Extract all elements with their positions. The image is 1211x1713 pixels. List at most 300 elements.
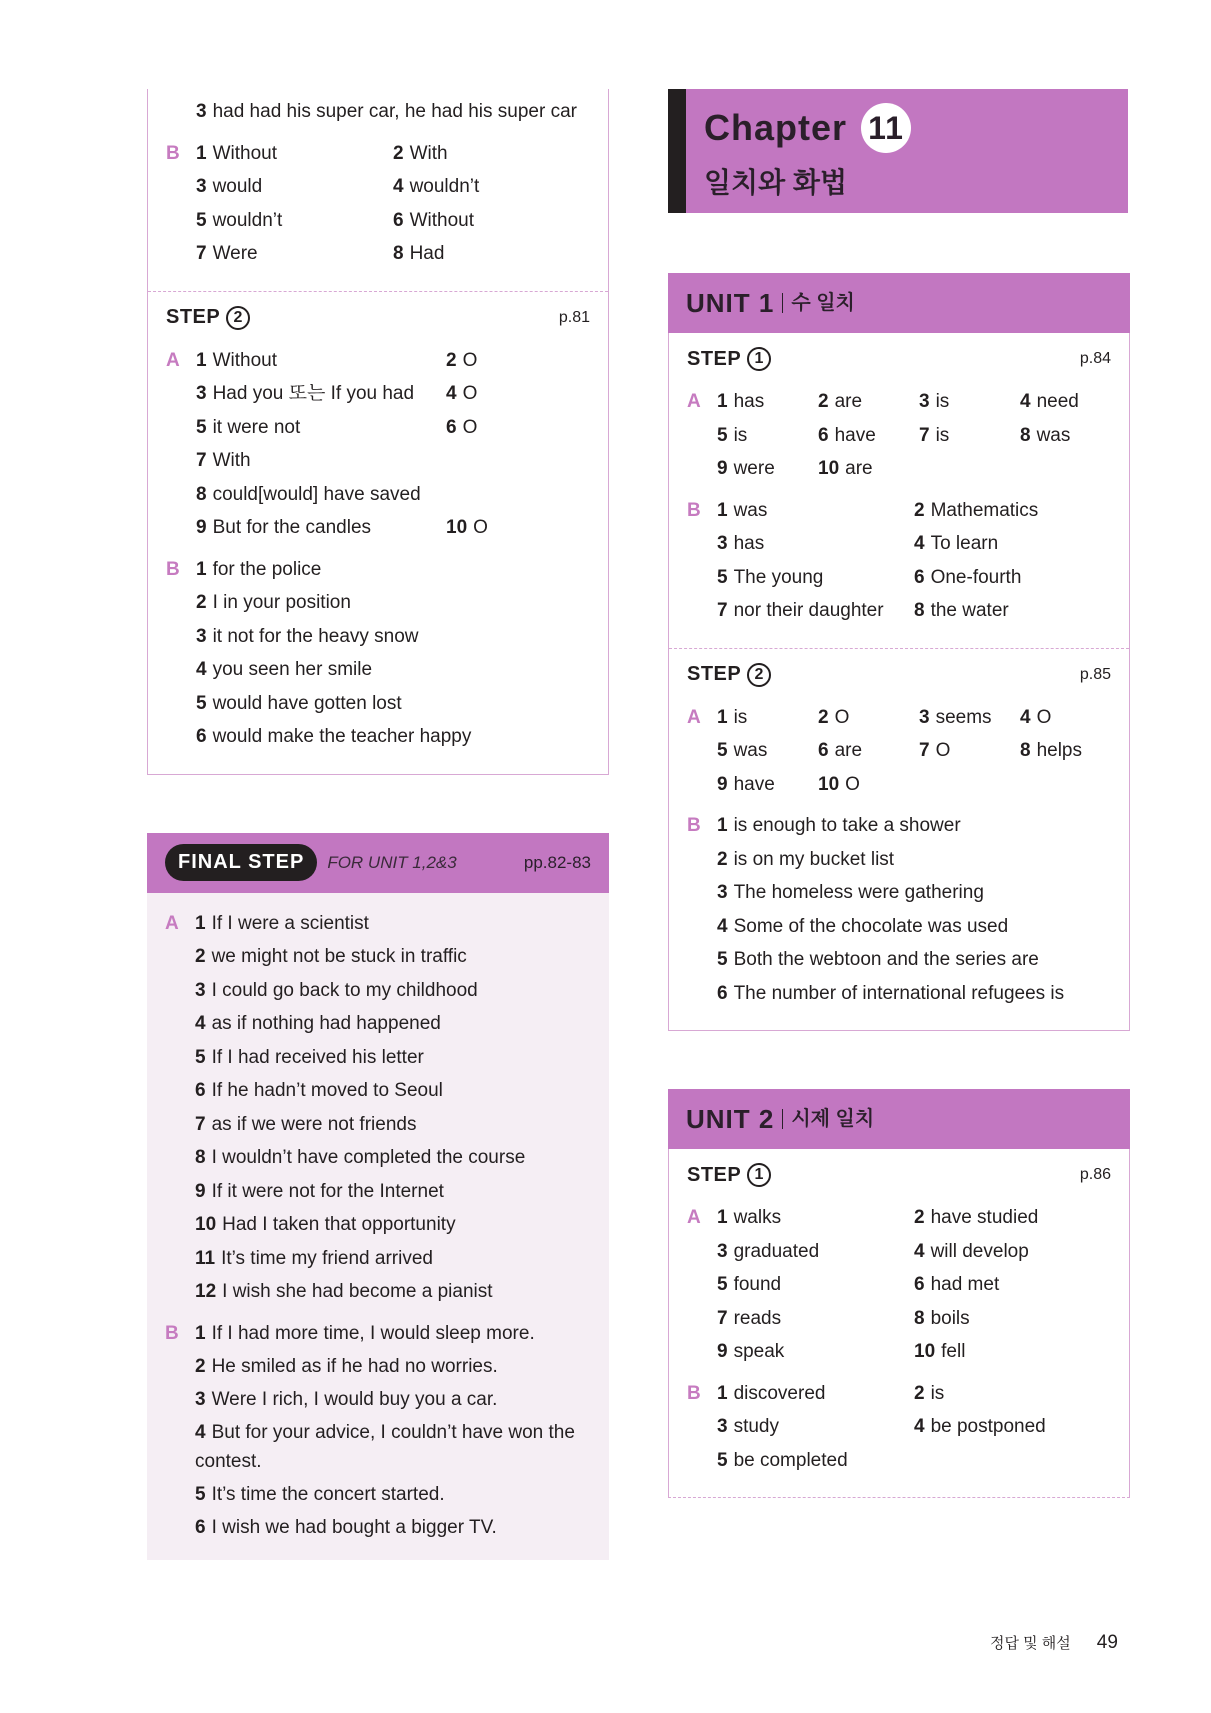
answer-item: 3 had had his super car, he had his super car [196,101,577,122]
item-text: I wouldn’t have completed the course [211,1147,526,1168]
answer-item [196,444,446,478]
item-text: It’s time my friend arrived [221,1247,433,1269]
item-text: is on my bucket list [733,848,895,870]
item-number: 4 [914,533,925,554]
item-text: fell [941,1341,966,1362]
item-number: 8 [1020,740,1031,761]
item-text: be postponed [930,1416,1046,1437]
answer-item [914,561,1111,595]
item-number: 6 [393,209,404,231]
answer-item [195,1350,591,1383]
item-number: 5 [717,424,728,446]
answer-item [446,511,590,545]
answer-item [914,1201,1111,1235]
item-number: 3 [196,383,207,404]
item-text: for the police [212,558,322,580]
answer-item [717,943,1111,977]
item-number: 5 [717,740,728,761]
item-number: 4 [195,1421,206,1443]
answer-item [717,876,1111,910]
item-text: O [473,517,488,538]
answer-item [914,494,1111,528]
answer-item [195,1175,591,1209]
answer-item [195,907,591,941]
section-letter-a: A [166,349,180,371]
section-letter-b: B [687,815,701,836]
page-number: 49 [1096,1632,1118,1653]
answer-item [818,385,919,419]
unit-header: UNIT 1 수 일치 [668,273,1130,333]
section-letter-b: B [687,1382,701,1404]
page-footer [990,1632,1118,1654]
item-number: 8 [393,243,404,264]
item-text: Both the webtoon and the series are [733,949,1039,970]
answer-item [195,1074,591,1108]
answer-item [717,561,914,595]
page-ref: p.81 [558,308,590,326]
left-answer-box [147,89,609,775]
item-number: 2 [195,1355,206,1377]
item-text: boils [930,1307,970,1329]
step2-section [148,291,608,774]
item-number: 1 [195,1322,206,1344]
answer-item [717,419,818,453]
section-letter-a: A [687,1207,701,1228]
answer-list [196,553,590,754]
item-text: O [1036,706,1052,728]
answer-item [393,237,590,271]
item-text: It’s time the concert started. [211,1483,445,1505]
item-number: 2 [196,592,207,613]
item-text: If it were not for the Internet [211,1180,444,1202]
item-number: 9 [717,458,728,479]
answer-item [1020,385,1111,419]
answer-item [195,1416,591,1478]
page-ref: p.84 [1079,350,1111,367]
item-number: 4 [1020,706,1031,728]
item-number: 5 [196,416,207,438]
item-text: wouldn’t [409,176,480,197]
item-number: 6 [446,416,457,438]
answer-item [195,1108,591,1142]
item-number: 4 [446,383,457,404]
item-number: 5 [196,209,207,231]
item-number: 8 [1020,424,1031,446]
item-number: 6 [914,566,925,588]
item-number: 1 [196,142,207,164]
item-number: 11 [195,1247,216,1269]
answer-item [914,1410,1111,1444]
answer-item [195,1242,591,1276]
step-title: STEP 1 [687,347,771,371]
item-text: was [733,740,768,761]
item-text: will develop [930,1240,1029,1262]
answer-item [196,478,446,512]
answer-item [195,1317,591,1350]
item-number: 5 [195,1046,206,1068]
item-number: 2 [914,1207,925,1228]
answer-item [195,1511,591,1544]
item-text: are [834,391,863,412]
item-number: 7 [717,1307,728,1329]
answer-item [446,377,590,411]
item-text: O [935,740,951,761]
item-number: 1 [196,558,207,580]
answer-item [195,1383,591,1416]
answer-list [717,494,1111,628]
item-number: 5 [195,1483,206,1505]
item-number: 4 [195,1013,206,1034]
item-text: O [462,416,478,438]
chapter-number: 11 [861,103,911,153]
item-text: is [935,424,950,446]
item-number: 2 [914,499,925,521]
answer-item [914,1377,1111,1411]
item-text: speak [733,1341,785,1362]
item-number: 1 [717,706,728,728]
item-text: If I were a scientist [211,912,369,934]
answer-item [195,974,591,1008]
answer-list [717,809,1111,1010]
answer-item [717,1302,914,1336]
item-number: 7 [717,600,728,621]
item-text: O [834,706,850,728]
item-text: helps [1036,740,1082,761]
section-letter-b: B [165,1322,179,1344]
item-text: the water [930,600,1009,621]
item-number: 1 [717,499,728,521]
answer-item [717,527,914,561]
item-text: would [212,176,263,197]
item-number: 6 [717,982,728,1004]
item-text: Mathematics [930,499,1039,521]
item-text: need [1036,391,1079,412]
item-number: 9 [717,773,728,795]
answer-item [717,910,1111,944]
item-number: 10 [818,773,840,795]
left-column [147,89,609,1560]
answer-item [818,768,919,802]
item-number: 1 [717,1382,728,1404]
answer-item [818,419,919,453]
item-text: you seen her smile [212,659,373,680]
item-text: nor their daughter [733,600,884,621]
item-text: If I had received his letter [211,1046,424,1068]
item-text: we might not be stuck in traffic [211,946,467,967]
item-text: are [834,740,863,761]
item-text: seems [935,706,992,728]
answer-item [914,1235,1111,1269]
item-number: 12 [195,1281,217,1302]
item-number: 1 [196,349,207,371]
item-text: found [733,1274,782,1295]
item-number: 2 [446,349,457,371]
item-text: would have gotten lost [212,692,402,714]
item-number: 3 [717,882,728,903]
item-text: have [733,773,775,795]
item-text: Had [409,243,445,264]
answer-list [717,1377,1111,1478]
answer-item [393,170,590,204]
page-ref: p.86 [1079,1166,1111,1183]
item-text: The homeless were gathering [733,882,984,903]
item-number: 3 [196,625,207,647]
item-number: 6 [914,1274,925,1295]
answer-item [717,385,818,419]
final-step-section [147,833,609,1560]
item-text: Without [212,142,277,164]
item-text: is [733,424,748,446]
answer-item [919,385,1020,419]
item-text: I wish she had become a pianist [222,1281,493,1302]
item-number: 6 [195,1516,206,1538]
item-number: 7 [196,450,207,471]
answer-item [717,594,914,628]
item-number: 6 [196,726,207,747]
item-number: 2 [393,142,404,164]
answer-list [195,907,591,1309]
answer-item [914,527,1111,561]
item-number: 10 [818,458,840,479]
item-text: Were I rich, I would buy you a car. [211,1388,498,1410]
item-text: as if we were not friends [211,1113,417,1135]
answer-item [196,720,590,754]
item-number: 10 [195,1214,217,1235]
footer-label: 정답 및 해설 [990,1635,1071,1652]
section-letter-a: A [165,912,179,934]
item-number: 3 [717,533,728,554]
answer-item [717,1377,914,1411]
item-text: Some of the chocolate was used [733,915,1009,937]
answer-item [195,1275,591,1309]
answer-item [1020,701,1111,735]
item-number: 5 [717,1449,728,1471]
answer-item [717,1268,914,1302]
answer-item [914,1335,1111,1369]
answer-item [914,1268,1111,1302]
item-text: was [733,499,768,521]
answer-item [919,419,1020,453]
answer-item [196,553,590,587]
item-text: has [733,533,765,554]
item-text: I could go back to my childhood [211,979,478,1001]
item-text: graduated [733,1240,820,1262]
item-number: 3 [717,1240,728,1262]
item-text: To learn [930,533,999,554]
item-number: 8 [914,600,925,621]
answer-item [919,734,1020,768]
answer-item [446,344,590,378]
answer-item [196,653,590,687]
step-title: STEP 2 [687,663,771,687]
answer-item [717,768,818,802]
item-text: But for your advice, I couldn’t have won the contest. [195,1421,575,1472]
item-number: 9 [196,517,207,538]
step-title: STEP 1 [687,1163,771,1187]
answer-item [196,586,590,620]
item-number: 3 [195,1388,206,1410]
answer-item [717,809,1111,843]
chapter-title: 일치와 화법 [704,167,848,198]
item-text: If I had more time, I would sleep more. [211,1322,535,1344]
item-text: Had I taken that opportunity [222,1214,456,1235]
answer-item [1020,419,1111,453]
item-number: 3 [919,706,930,728]
item-number: 3 [717,1416,728,1437]
answer-item [195,1041,591,1075]
item-number: 10 [446,517,468,538]
answer-item [717,494,914,528]
answer-item [717,1235,914,1269]
section-letter-b: B [687,499,701,521]
item-number: 6 [818,740,829,761]
item-number: 5 [717,949,728,970]
item-text: O [845,773,860,795]
item-text: has [733,391,765,412]
answer-item [196,511,446,545]
section-letter-b: B [166,142,180,164]
item-number: 1 [717,1207,728,1228]
item-number: 4 [717,915,728,937]
item-text: are [845,458,873,479]
answer-item [446,411,590,445]
item-number: 9 [195,1180,206,1202]
answer-item [717,1335,914,1369]
item-text: But for the candles [212,517,372,538]
item-number: 6 [195,1080,206,1101]
item-text: With [212,450,251,471]
final-step-pill: FINAL STEP [165,844,317,881]
page-ref: pp.82-83 [523,852,591,872]
answer-item [195,1141,591,1175]
item-text: I in your position [212,592,351,613]
item-text: O [462,383,478,404]
item-number: 7 [919,424,930,446]
item-text: have [834,424,876,446]
answer-item [196,377,446,411]
answer-item [196,204,393,238]
item-number: 5 [717,1274,728,1295]
answer-item [195,1208,591,1242]
item-number: 7 [196,243,207,264]
item-text: One-fourth [930,566,1022,588]
answer-item [914,1302,1111,1336]
answer-item [717,977,1111,1011]
item-text: Had you 또는 If you had [212,383,415,404]
item-number: 8 [196,483,207,505]
chapter-word: Chapter [704,107,848,148]
answer-item [393,137,590,171]
item-text: reads [733,1307,782,1329]
item-text: would make the teacher happy [212,726,472,747]
answer-list [196,344,590,545]
item-text: He smiled as if he had no worries. [211,1355,498,1377]
answer-item [196,620,590,654]
item-number: 2 [717,848,728,870]
chapter-banner [668,89,1128,213]
answer-list [717,385,1111,486]
item-number: 8 [914,1307,925,1329]
item-number: 8 [195,1147,206,1168]
item-number: 2 [914,1382,925,1404]
answer-item [717,734,818,768]
answer-item [195,1478,591,1511]
step1-continued [148,89,608,291]
item-text: O [462,349,478,371]
answer-item [914,594,1111,628]
item-number: 9 [717,1341,728,1362]
answer-list [195,1317,591,1544]
item-number: 4 [1020,391,1031,412]
item-number: 5 [717,566,728,588]
answer-item [196,237,393,271]
item-text: I wish we had bought a bigger TV. [211,1516,497,1538]
item-text: discovered [733,1382,826,1404]
item-number: 4 [393,176,404,197]
answer-item [717,1444,914,1478]
item-text: is enough to take a shower [733,815,961,836]
answer-item [717,1201,914,1235]
item-number: 4 [914,1240,925,1262]
answer-item [196,170,393,204]
item-text: had met [930,1274,1000,1295]
item-number: 6 [818,424,829,446]
answer-list [717,701,1111,802]
item-text: were [733,458,775,479]
item-text: study [733,1416,779,1437]
unit-header: UNIT 2 시제 일치 [668,1089,1130,1149]
answer-item [717,452,818,486]
item-number: 7 [195,1113,206,1135]
item-text: Were [212,243,258,264]
item-text: it were not [212,416,301,438]
item-number: 1 [195,912,206,934]
item-text: Without [409,209,474,231]
answer-item [1020,734,1111,768]
item-text: was [1036,424,1071,446]
item-number: 4 [914,1416,925,1437]
item-text: it not for the heavy snow [212,625,419,647]
answer-item [717,1410,914,1444]
answer-item [196,344,446,378]
item-number: 2 [195,946,206,967]
right-column [668,273,1130,1498]
step-title: STEP 2 [166,306,250,330]
item-text: as if nothing had happened [211,1013,441,1034]
section-letter-a: A [687,391,701,412]
answer-item [195,940,591,974]
item-text: could[would] have saved [212,483,421,505]
item-number: 4 [196,659,207,680]
answer-item [196,137,393,171]
item-text: With [409,142,448,164]
final-step-subtitle: FOR UNIT 1,2&3 [327,852,457,872]
answer-item [196,411,446,445]
item-number: 3 [196,176,207,197]
answer-list [717,1201,1111,1369]
item-text: If he hadn’t moved to Seoul [211,1080,443,1101]
item-text: have studied [930,1207,1039,1228]
item-text: wouldn’t [212,209,283,231]
item-number: 3 [919,391,930,412]
item-text: be completed [733,1449,848,1471]
item-number: 1 [717,391,728,412]
answer-item [919,701,1020,735]
item-text: is [733,706,748,728]
answer-item [818,734,919,768]
answer-item [195,1007,591,1041]
section-letter-a: A [687,706,701,728]
